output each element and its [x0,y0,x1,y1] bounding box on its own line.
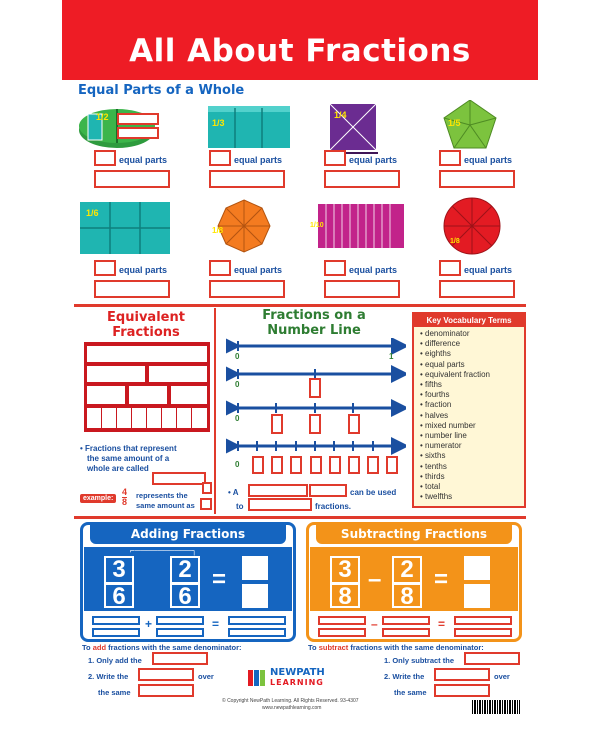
subtracting-bar [454,628,512,637]
answer-box[interactable] [324,150,346,166]
equivalent-heading [82,310,210,340]
label-sixth: 1/6 [86,208,99,218]
example-text-line1: represents the [136,491,188,500]
answer-box[interactable] [138,684,194,697]
answer-box[interactable] [94,150,116,166]
example-text-line2: same amount as [136,501,195,510]
vocab-term-text: fraction [425,400,452,410]
answer-box[interactable] [248,484,308,497]
number-line-bullet [228,488,239,497]
number-line-box[interactable] [309,378,321,398]
number-line-heading-line2: Number Line [267,323,361,338]
vocab-term-text: tenths [425,461,447,471]
equal-parts-label: equal parts [119,155,168,165]
answer-box[interactable] [200,498,212,510]
adding-equals: = [212,566,227,593]
answer-box[interactable] [152,472,206,485]
answer-box[interactable] [248,498,312,511]
equal-parts-label: equal parts [349,265,398,275]
vocab-term: • denominator [420,329,470,338]
adding-a-denominator: 6 [106,582,132,609]
adding-fraction-a [104,556,134,608]
vocab-term: • difference [420,339,461,349]
bar-half [87,366,145,382]
vocab-term-text: numerator [425,441,462,451]
tenths-shape [318,204,404,248]
section-divider [74,516,526,519]
definition-line3: whole are called [87,464,149,473]
subtracting-minus: – [368,566,382,593]
subtracting-answer-denominator[interactable] [464,584,490,608]
label-eighth: 1/8 [212,226,224,235]
vocab-list [414,329,524,502]
label-half: 1/2 [96,112,109,122]
website[interactable]: www.newpathlearning.com [262,705,322,711]
vocab-term: • number line [420,431,467,441]
vocab-term: • twelfths [420,492,453,502]
instruction-pre: To [308,643,317,652]
vocab-panel [412,312,526,508]
answer-box[interactable] [309,484,347,497]
subtracting-bar [382,616,430,625]
instruction-op: subtract [318,643,349,652]
equal-parts-label: equal parts [464,155,513,165]
equal-parts-label: equal parts [234,265,283,275]
subtracting-step1: 1. Only subtract the [384,656,455,665]
subtracting-fraction-a [330,556,360,608]
subtracting-answer-numerator[interactable] [464,556,490,580]
subtracting-step3: the same [394,688,427,697]
vocab-term-text: equal parts [425,359,465,369]
number-line-zero: 0 [235,380,240,389]
adding-step2: 2. Write the [88,672,129,681]
number-line-box[interactable] [252,456,264,474]
adding-answer-denominator[interactable] [242,584,268,608]
vocab-term-text: eighths [425,349,451,359]
equal-parts-label: equal parts [234,155,283,165]
equal-parts-label: equal parts [349,155,398,165]
example-fraction [122,488,127,507]
adding-instruction [82,643,242,652]
adding-fraction-b [170,556,200,608]
vocab-term: • numerator [420,441,462,451]
number-line-box[interactable] [271,456,283,474]
answer-box[interactable] [209,150,231,166]
bar-eighth [147,408,161,428]
number-line-text2: to [236,502,244,511]
vocab-term-text: fifths [425,380,442,390]
answer-box[interactable] [152,652,208,665]
adding-a-numerator: 3 [112,556,126,583]
arrow-icon: ⌐──────────┐ [130,546,198,555]
equivalent-definition [80,444,177,474]
number-line-box[interactable] [329,456,341,474]
bar-eighth [132,408,146,428]
logo-icon [248,668,268,688]
subtracting-step2b: over [494,672,510,681]
number-line-box[interactable] [348,456,360,474]
equivalent-heading-line2: Fractions [112,325,180,340]
vocab-term: • fifths [420,380,442,390]
vocab-term: • fraction [420,400,452,410]
copyright: © Copyright NewPath Learning. All Rights Reserved. 93-4307 [222,698,359,704]
answer-box[interactable] [324,260,346,276]
subtracting-b-denominator: 8 [394,582,420,609]
number-line-zero: 0 [235,414,240,423]
answer-box[interactable] [94,170,170,188]
vocab-term: • total [420,482,441,492]
vocab-term-text: number line [425,431,467,441]
adding-title: Adding Fractions [90,524,286,544]
equal-parts-label: equal parts [119,265,168,275]
number-line-box[interactable] [386,456,398,474]
adding-bar-equals: = [212,617,220,631]
number-line-box[interactable] [309,414,321,434]
barcode [472,700,520,714]
bar-eighth [102,408,116,428]
bar-half [149,366,207,382]
adding-step1: 1. Only add the [88,656,142,665]
number-line-heading [224,308,404,338]
label-third: 1/3 [212,118,225,128]
vocab-term: • sixths [420,451,446,461]
vocab-term-text: thirds [425,471,445,481]
subtracting-bar [318,616,366,625]
instruction-op: add [92,643,107,652]
number-line-box[interactable] [310,456,322,474]
subtracting-b-numerator: 2 [400,556,414,583]
number-line-box[interactable] [290,456,302,474]
vocab-term-text: sixths [425,451,446,461]
answer-box[interactable] [202,482,212,494]
answer-box[interactable] [209,170,285,188]
example-numerator: 4 [122,487,128,497]
example-tag: example: [80,494,116,503]
answer-box[interactable] [439,260,461,276]
fraction-bars [84,342,210,432]
subtracting-title: Subtracting Fractions [316,524,512,544]
vocab-term: • mixed number [420,420,476,430]
definition-line1: Fractions that represent [85,444,177,453]
answer-box[interactable] [209,280,285,298]
answer-box[interactable] [209,260,231,276]
poster [62,0,538,733]
bar-third [129,386,167,404]
vocab-term-text: halves [425,410,449,420]
vocab-term-text: total [425,482,441,492]
answer-box[interactable] [324,280,400,298]
label-fifth: 1/5 [448,118,461,128]
vocab-term-text: denominator [425,329,470,338]
answer-box[interactable] [94,280,170,298]
vocab-term-text: difference [425,339,461,349]
number-line-zero: 0 [235,352,240,361]
subtracting-bar [382,628,430,637]
subtracting-bar [454,616,512,625]
number-line-text1: can be used [350,488,397,497]
logo-line2: LEARNING [270,678,324,687]
vocab-term: • thirds [420,471,445,481]
equal-parts-label: equal parts [464,265,513,275]
equal-parts-heading: Equal Parts of a Whole [78,83,245,98]
number-line-one: 1 [389,352,394,361]
instruction-pre: To [82,643,91,652]
label-tenth: 1/10 [310,222,324,229]
example-text [136,491,195,511]
vocab-term: • equivalent fraction [420,369,490,379]
instruction-post: fractions with the same denominator: [108,643,242,652]
subtracting-bar [318,628,366,637]
adding-bar [156,628,204,637]
section-divider [74,304,526,307]
bar-eighth [192,408,207,428]
logo-line1: NEWPATH [270,667,325,678]
number-line-text3: fractions. [315,502,352,511]
number-line-heading-line1: Fractions on a [262,308,366,323]
adding-plus: + [145,617,153,631]
instruction-post: fractions with the same denominator: [350,643,484,652]
subtracting-fraction-b [392,556,422,608]
definition-line2: the same amount of a [87,454,170,463]
adding-b-numerator: 2 [178,556,192,583]
adding-bar [228,616,286,625]
halves-shape [79,109,158,148]
vocab-term: • halves [420,410,449,420]
adding-step3: the same [98,688,131,697]
vocab-term: • tenths [420,461,447,471]
vocab-term: • eighths [420,349,451,359]
adding-bar [156,616,204,625]
bullet-word: A [232,488,239,497]
logo-text [270,668,325,688]
subtracting-bar-equals: = [438,617,446,631]
label-fourth: 1/4 [334,110,347,120]
eighths-shape [218,200,270,252]
adding-bar [228,628,286,637]
bar-whole [87,346,207,362]
vocab-term: • equal parts [420,359,465,369]
answer-box[interactable] [434,668,490,681]
subtracting-bar-minus: – [371,617,378,631]
bar-eighth [177,408,191,428]
subtracting-a-numerator: 3 [338,556,352,583]
bullet-dot: • [80,444,86,453]
answer-box[interactable] [434,684,490,697]
answer-box[interactable] [439,150,461,166]
answer-box[interactable] [439,280,515,298]
number-line-box[interactable] [271,414,283,434]
adding-bar [92,616,140,625]
vocab-term-text: twelfths [425,492,453,502]
subtracting-equals: = [434,566,449,593]
bar-eighth [162,408,176,428]
answer-box[interactable] [464,652,520,665]
number-line-zero: 0 [235,460,240,469]
answer-box[interactable] [324,170,400,188]
equivalent-heading-line1: Equivalent [107,310,185,325]
subtracting-instruction [308,643,484,652]
vocab-term-text: mixed number [425,420,476,430]
vocab-term-text: equivalent fraction [425,369,490,379]
subtracting-step2: 2. Write the [384,672,425,681]
subtracting-a-denominator: 8 [332,582,358,609]
vocab-title: Key Vocabulary Terms [414,314,524,327]
bar-third [87,386,125,404]
adding-b-denominator: 6 [172,582,198,609]
bar-eighth [117,408,131,428]
vocab-term-text: fourths [425,390,450,400]
poster-title: All About Fractions [129,33,471,69]
adding-step2b: over [198,672,214,681]
adding-answer-numerator[interactable] [242,556,268,580]
bullet-dot: • [228,488,233,497]
adding-bar [92,628,140,637]
vocab-term: • fourths [420,390,450,400]
number-line-box[interactable] [348,414,360,434]
answer-box[interactable] [138,668,194,681]
answer-box[interactable] [439,170,515,188]
example-denominator: 8 [122,497,128,507]
number-line-box[interactable] [367,456,379,474]
label-eighth-circle: 1/8 [450,238,460,245]
bar-third [171,386,207,404]
eighths-circle-shape [444,198,500,254]
column-divider [214,308,216,514]
answer-box[interactable] [94,260,116,276]
bar-eighth [87,408,101,428]
